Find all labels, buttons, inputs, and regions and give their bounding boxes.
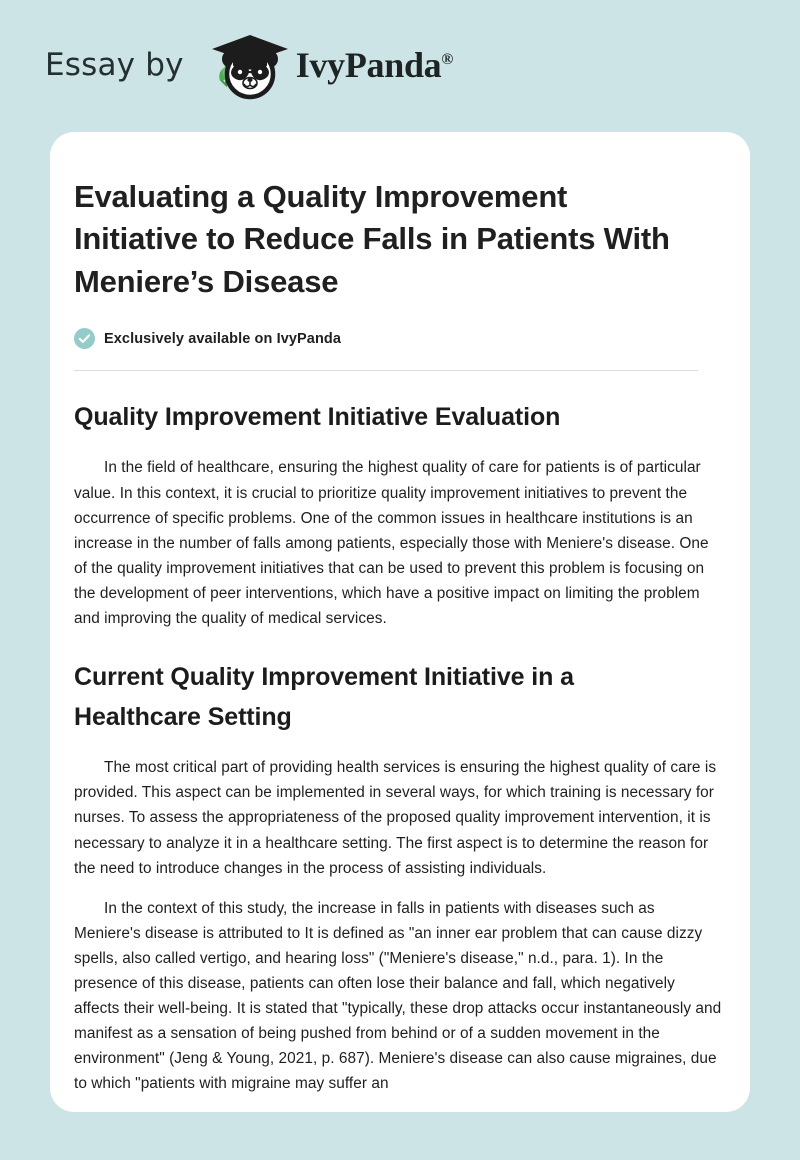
registered-trademark-icon: ® — [441, 50, 454, 68]
title-divider — [74, 370, 698, 371]
section-2-paragraph-2: In the context of this study, the increase in falls in patients with diseases such as Meniere's disease is attributed to It is defined as "an inner ear problem that can cause dizzy spells, also called vertigo, and hearing loss" ("Meniere's disease," n.d., para. 1). In the presence of this disease, patients can often lose their balance and fall, which negatively affects their well-being. It is stated that "typically, these drop attacks occur instantaneously and manifest as a sensation of being pushed from behind or of a sudden movement in the environment" (Jeng & Young, 2021, p. 687). Meniere's disease can also cause migraines, due to which "patients with migraine may suffer an — [74, 899, 722, 1093]
ivypanda-logo[interactable] — [200, 29, 453, 103]
wordmark-text: IvyPanda — [295, 44, 442, 85]
exclusivity-badge-label: Exclusively available on IvyPanda — [104, 330, 342, 347]
section-heading-1: Quality Improvement Initiative Evaluation — [74, 403, 561, 432]
essay-paper-card — [50, 132, 750, 1112]
panda-graduation-cap-logo-icon — [200, 29, 292, 103]
section-1-paragraph-1: In the field of healthcare, ensuring the highest quality of care for patients is of particular value. In this context, it is crucial to prioritize quality improvement initiatives to prevent the occurrence of specific problems. One of the common issues in healthcare institutions is an increase in the number of falls among patients, especially those with Meniere's disease. One of the quality improvement initiatives that can be used to prevent this problem is focusing on the development of peer interventions, which have a positive impact on limiting the problem and improving the quality of medical services. — [74, 459, 709, 628]
brand-prefix-label: Essay by — [45, 46, 184, 83]
check-circle-icon — [74, 328, 95, 349]
page-title: Evaluating a Quality Improvement Initiative to Reduce Falls in Patients With Meniere’s Disease — [74, 179, 670, 299]
brand-header — [0, 0, 800, 132]
section-heading-2: Current Quality Improvement Initiative in a Healthcare Setting — [74, 663, 574, 732]
exclusivity-badge — [74, 328, 724, 349]
ivypanda-wordmark — [295, 44, 454, 86]
section-2-paragraph-1: The most critical part of providing health services is ensuring the highest quality of care is provided. This aspect can be implemented in several ways, for which training is necessary for nurses. To assess the appropriateness of the proposed quality improvement intervention, it is necessary to analyze it in a healthcare setting. The first aspect is to determine the reason for the need to introduce changes in the process of assisting individuals. — [74, 759, 717, 877]
essay-content — [74, 176, 724, 1097]
